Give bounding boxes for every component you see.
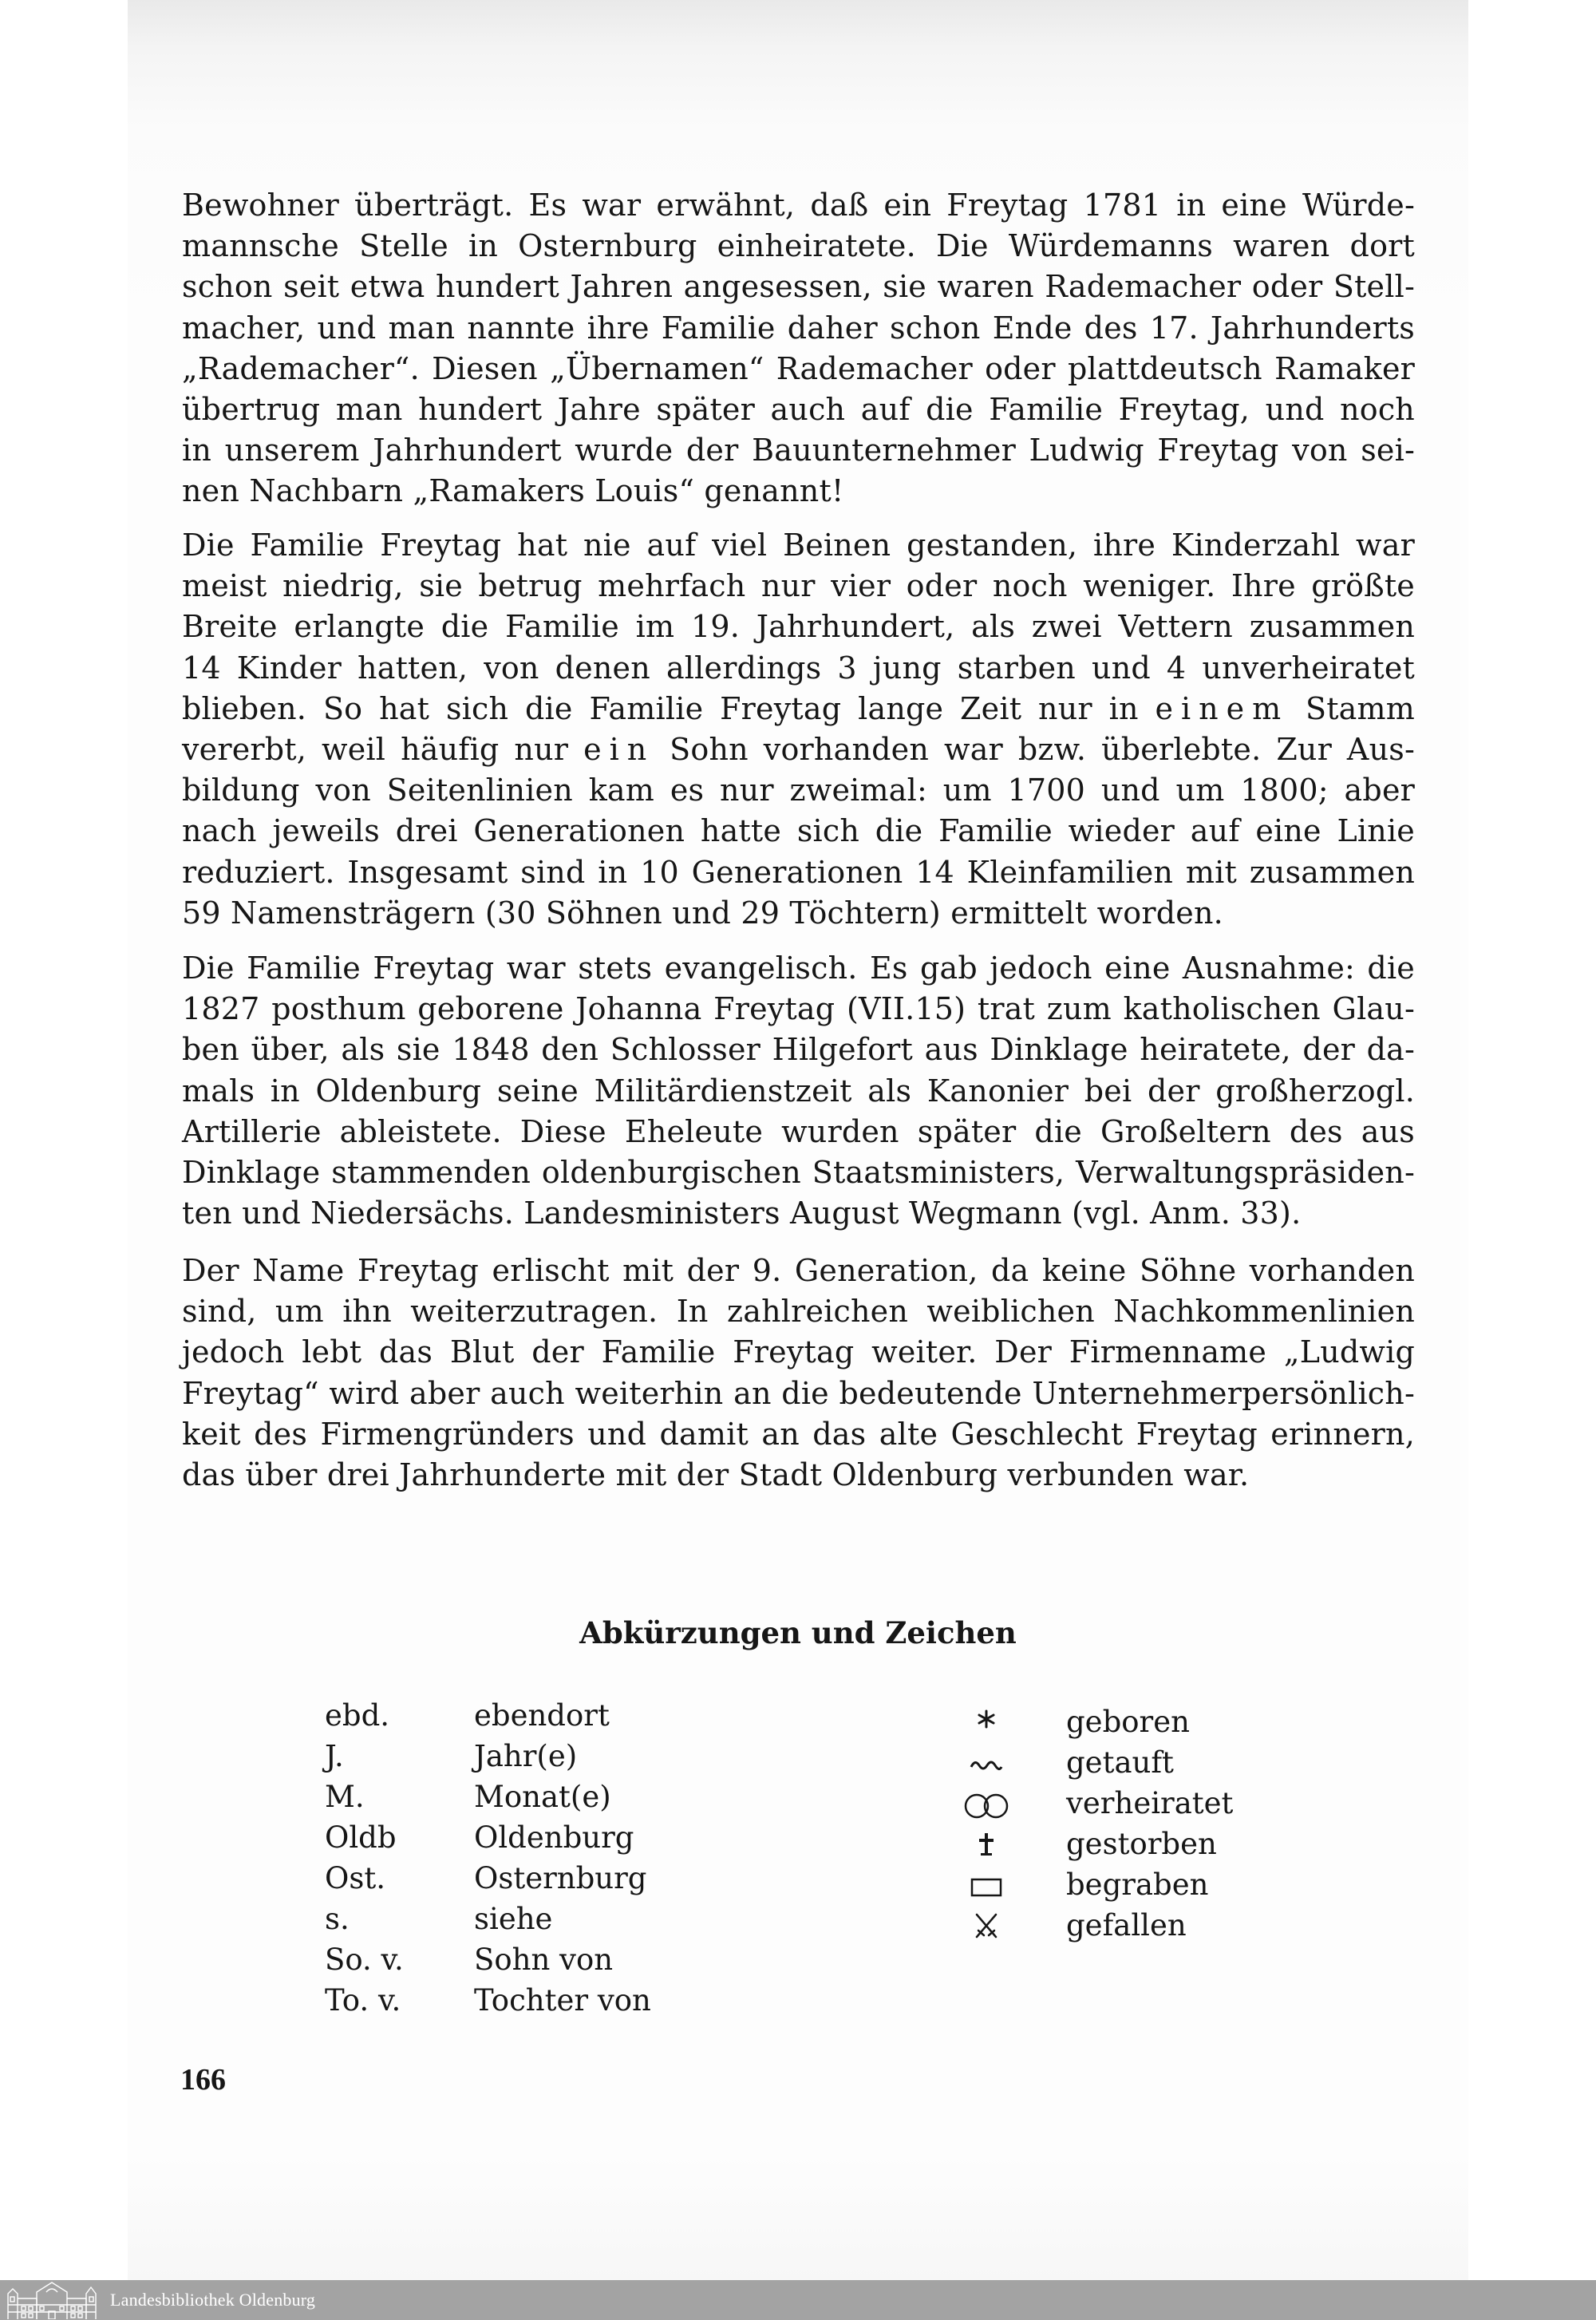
text-line: bildung von Seitenlinien kam es nur zweimal: um 1700 und um 1800; aber: [182, 773, 1415, 808]
abbreviation-meaning: siehe: [474, 1902, 553, 1936]
paragraph-1: [182, 185, 1415, 512]
text-line: macher, und man nannte ihre Familie daher schon Ende des 17. Jahrhunderts: [182, 310, 1415, 346]
text-line: ten und Niedersächs. Landesministers August Wegmann (vgl. Anm. 33).: [182, 1196, 1302, 1231]
abbreviation-meaning: Sohn von: [474, 1943, 614, 1977]
rectangle-icon: [962, 1864, 1010, 1905]
section-heading-text: Abkürzungen und Zeichen: [579, 1615, 1017, 1650]
symbol-meaning: gestorben: [1066, 1827, 1217, 1861]
abbreviation-key: ebd.: [325, 1698, 390, 1733]
text-segment: vererbt, weil häufig nur: [182, 731, 584, 767]
text-line-emphasis: [182, 729, 1415, 770]
abbreviation-key: s.: [325, 1902, 350, 1936]
text-line: keit des Firmengründers und damit an das alte Geschlecht Freytag erinnern,: [182, 1416, 1415, 1452]
asterisk-icon: [962, 1697, 1010, 1737]
abbreviation-key: Oldb: [325, 1820, 397, 1855]
text-line: in unserem Jahrhundert wurde der Bauunternehmer Ludwig Freytag von sei-: [182, 433, 1415, 468]
text-line: Freytag“ wird aber auch weiterhin an die bedeutende Unternehmerpersönlich-: [182, 1375, 1415, 1411]
library-footer-bar: [0, 2280, 1596, 2320]
spaced-emphasis: einem: [1155, 690, 1290, 726]
abbreviation-key: M.: [325, 1780, 365, 1814]
library-building-icon: [5, 2281, 99, 2319]
text-line: jedoch lebt das Blut der Familie Freytag weiter. Der Firmenname „Ludwig: [182, 1334, 1415, 1370]
abbreviation-key: J.: [325, 1739, 344, 1773]
paragraph-2: [182, 525, 1415, 934]
abbreviation-meaning: Tochter von: [474, 1983, 651, 2018]
text-line: 59 Namensträgern (30 Söhnen und 29 Töchtern) ermittelt worden.: [182, 895, 1223, 931]
symbol-meaning: verheiratet: [1066, 1786, 1234, 1820]
text-line: reduziert. Insgesamt sind in 10 Generationen 14 Kleinfamilien mit zusammen: [182, 854, 1415, 890]
section-heading: [0, 1615, 1596, 1650]
text-segment: Stamm: [1289, 690, 1416, 726]
cross-icon: [962, 1821, 1010, 1862]
text-line: Die Familie Freytag hat nie auf viel Beinen gestanden, ihre Kinderzahl war: [182, 528, 1415, 563]
abbreviation-meaning: Oldenburg: [474, 1820, 634, 1855]
symbol-meaning: geboren: [1066, 1705, 1190, 1739]
paragraph-3: [182, 948, 1415, 1234]
text-line: 1827 posthum geborene Johanna Freytag (VII.15) trat zum katholischen Glau-: [182, 991, 1415, 1027]
symbol-meaning: gefallen: [1066, 1908, 1187, 1943]
text-segment: blieben. So hat sich die Familie Freytag lange Zeit nur in: [182, 690, 1156, 726]
text-line: mals in Oldenburg seine Militärdienstzeit als Kanonier bei der großherzogl.: [182, 1073, 1415, 1109]
text-line: übertrug man hundert Jahre später auch auf die Familie Freytag, und noch: [182, 391, 1415, 427]
text-line-emphasis: [182, 689, 1415, 729]
text-line: „Rademacher“. Diesen „Übernamen“ Rademacher oder plattdeutsch Ramaker: [182, 350, 1415, 386]
abbreviation-meaning: Osternburg: [474, 1861, 647, 1895]
text-line: nach jeweils drei Generationen hatte sich die Familie wieder auf eine Linie: [182, 813, 1415, 849]
abbreviation-key: To. v.: [325, 1983, 401, 2018]
symbol-meaning: begraben: [1066, 1867, 1209, 1902]
text-line: mannsche Stelle in Osternburg einheiratete. Die Würdemanns waren dort: [182, 228, 1415, 264]
abbreviation-key: So. v.: [325, 1943, 404, 1977]
text-line: schon seit etwa hundert Jahren angesessen, sie waren Rademacher oder Stell-: [182, 269, 1415, 305]
text-line: meist niedrig, sie betrug mehrfach nur vier oder noch weniger. Ihre größte: [182, 568, 1415, 604]
library-name: Landesbibliothek Oldenburg: [110, 2290, 316, 2310]
text-segment: Sohn vorhanden war bzw. überlebte. Zur Aus-: [654, 731, 1415, 767]
text-line: ben über, als sie 1848 den Schlosser Hilgefort aus Dinklage heiratete, der da-: [182, 1032, 1415, 1068]
text-line: Bewohner überträgt. Es war erwähnt, daß ein Freytag 1781 in eine Würde-: [182, 188, 1415, 223]
spaced-emphasis: ein: [583, 731, 655, 767]
text-line: Dinklage stammenden oldenburgischen Staatsministers, Verwaltungspräsiden-: [182, 1154, 1415, 1190]
text-line: sind, um ihn weiterzutragen. In zahlreichen weiblichen Nachkommenlinien: [182, 1294, 1415, 1330]
abbreviation-meaning: ebendort: [474, 1698, 610, 1733]
abbreviation-key: Ost.: [325, 1861, 385, 1895]
tilde-wave-icon: [962, 1741, 1010, 1782]
text-line: Breite erlangte die Familie im 19. Jahrhundert, als zwei Vettern zusammen: [182, 609, 1415, 645]
abbreviation-meaning: Monat(e): [474, 1780, 611, 1814]
paragraph-4: [182, 1251, 1415, 1496]
text-line: Artillerie ableistete. Diese Eheleute wurden später die Großeltern des aus: [182, 1113, 1415, 1149]
text-line: Die Familie Freytag war stets evangelisch. Es gab jedoch eine Ausnahme: die: [182, 951, 1415, 986]
crossed-swords-icon: [962, 1903, 1010, 1943]
text-line: das über drei Jahrhunderte mit der Stadt Oldenburg verbunden war.: [182, 1456, 1250, 1492]
abbreviation-meaning: Jahr(e): [474, 1739, 578, 1773]
double-ring-icon: [962, 1783, 1010, 1824]
page-number: 166: [180, 2063, 226, 2097]
text-line: 14 Kinder hatten, von denen allerdings 3 jung starben und 4 unverheiratet: [182, 650, 1415, 686]
text-line: Der Name Freytag erlischt mit der 9. Generation, da keine Söhne vorhanden: [182, 1253, 1415, 1288]
text-line: nen Nachbarn „Ramakers Louis“ genannt!: [182, 473, 844, 509]
symbol-meaning: getauft: [1066, 1745, 1174, 1780]
